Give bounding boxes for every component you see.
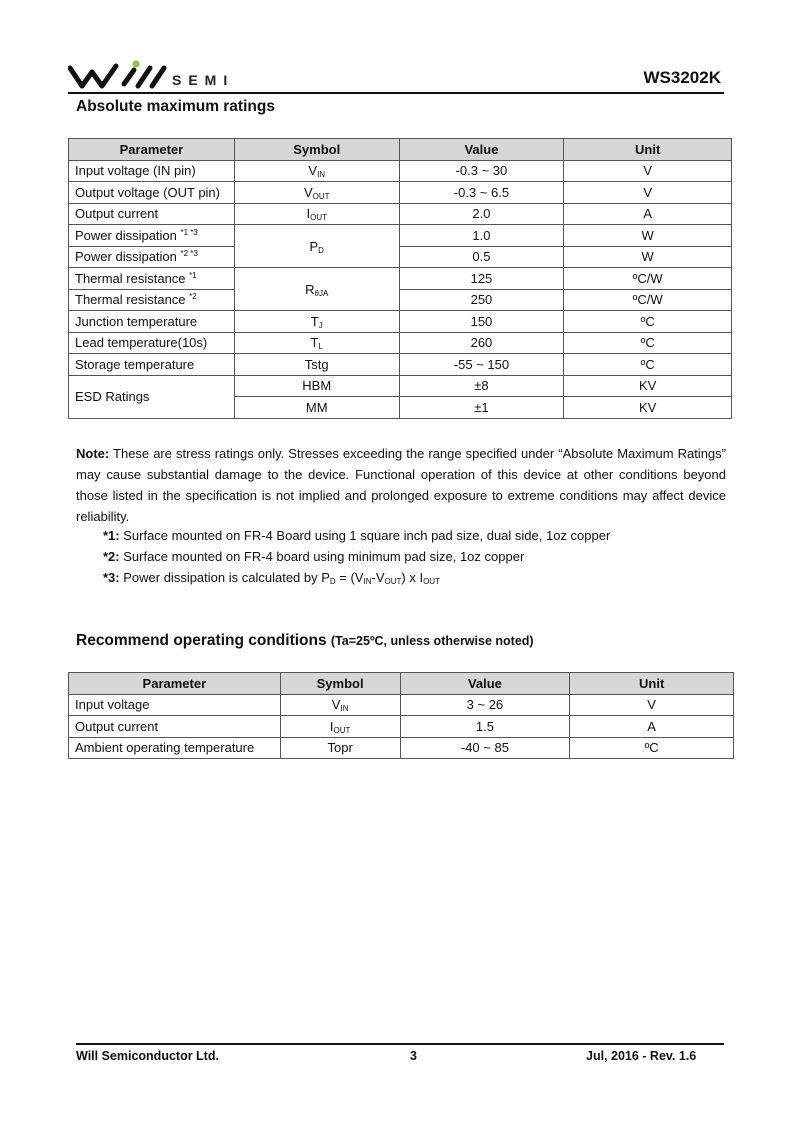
unit-cell: ºC	[570, 737, 734, 759]
unit-cell: ºC/W	[564, 289, 732, 311]
param-cell: Storage temperature	[69, 354, 235, 376]
unit-cell: ºC	[564, 311, 732, 333]
table-row	[69, 694, 734, 716]
column-header: Unit	[564, 139, 732, 161]
unit-cell: KV	[564, 397, 732, 419]
table-row	[69, 354, 732, 376]
column-header: Symbol	[234, 139, 399, 161]
table-row	[69, 332, 732, 354]
table-row	[69, 225, 732, 247]
symbol-cell: $V_{IN}$	[280, 694, 400, 716]
rec-title: Recommend operating conditions (Ta=25ºC, unless otherwise noted)	[76, 632, 534, 649]
value-cell: -40 ~ 85	[400, 737, 570, 759]
param-cell: Power dissipation $^{*1 *3}$	[69, 225, 235, 247]
column-header: Parameter	[69, 673, 281, 695]
table-row	[69, 182, 732, 204]
param-cell: ESD Ratings	[69, 375, 235, 418]
unit-cell: A	[564, 203, 732, 225]
value-cell: 125	[399, 268, 564, 290]
page-number: 3	[410, 1049, 417, 1063]
table-row	[69, 203, 732, 225]
symbol-cell: $I_{OUT}$	[234, 203, 399, 225]
value-cell: -0.3 ~ 30	[399, 160, 564, 182]
unit-cell: V	[564, 160, 732, 182]
footer-revision: Jul, 2016 - Rev. 1.6	[586, 1049, 697, 1063]
value-cell: ±8	[399, 375, 564, 397]
note-paragraph: Note: These are stress ratings only. Stresses exceeding the range specified under “Absolute Maximum Ratings” may cause substantial damage to the device. Functional operation of this device at other conditions beyond those listed in the specification is not implied and prolonged exposure to extreme conditions may affect device reliability.	[76, 446, 726, 524]
table-row	[69, 375, 732, 397]
rec-table	[68, 672, 734, 759]
symbol-cell: $P_D$	[234, 225, 399, 268]
table-row	[69, 289, 732, 311]
symbol-cell: $I_{OUT}$	[280, 716, 400, 738]
unit-cell: W	[564, 246, 732, 268]
param-cell: Input voltage (IN pin)	[69, 160, 235, 182]
brand-name: SEMI	[172, 72, 235, 88]
value-cell: 0.5	[399, 246, 564, 268]
table-row	[69, 737, 734, 759]
document-number: WS3202K	[643, 68, 721, 87]
symbol-cell: $V_{OUT}$	[234, 182, 399, 204]
param-cell: Thermal resistance $^{*2}$	[69, 289, 235, 311]
abs-max-table	[68, 138, 732, 419]
symbol-cell: HBM	[234, 375, 399, 397]
unit-cell: KV	[564, 375, 732, 397]
value-cell: 1.0	[399, 225, 564, 247]
param-cell: Junction temperature	[69, 311, 235, 333]
value-cell: -0.3 ~ 6.5	[399, 182, 564, 204]
table-header-row	[69, 673, 734, 695]
value-cell: 150	[399, 311, 564, 333]
value-cell: 3 ~ 26	[400, 694, 570, 716]
footer-company: Will Semiconductor Ltd.	[76, 1049, 219, 1063]
column-header: Value	[399, 139, 564, 161]
param-cell: Ambient operating temperature	[69, 737, 281, 759]
header-rule	[68, 92, 724, 94]
param-cell: Power dissipation $^{*2 *3}$	[69, 246, 235, 268]
footer-rule	[76, 1043, 724, 1045]
footnote-1: *1: Surface mounted on FR-4 Board using 1 square inch pad size, dual side, 1oz copper	[103, 528, 611, 543]
value-cell: 2.0	[399, 203, 564, 225]
value-cell: ±1	[399, 397, 564, 419]
footnote-2: *2: Surface mounted on FR-4 board using minimum pad size, 1oz copper	[103, 549, 525, 564]
column-header: Value	[400, 673, 570, 695]
unit-cell: V	[564, 182, 732, 204]
page-header	[68, 56, 723, 96]
unit-cell: V	[570, 694, 734, 716]
abs-max-title: Absolute maximum ratings	[76, 98, 275, 115]
symbol-cell: $T_J$	[234, 311, 399, 333]
table-row	[69, 160, 732, 182]
column-header: Unit	[570, 673, 734, 695]
param-cell: Input voltage	[69, 694, 281, 716]
unit-cell: A	[570, 716, 734, 738]
unit-cell: ºC	[564, 332, 732, 354]
value-cell: 260	[399, 332, 564, 354]
param-cell: Thermal resistance $^{*1}$	[69, 268, 235, 290]
value-cell: -55 ~ 150	[399, 354, 564, 376]
value-cell: 1.5	[400, 716, 570, 738]
table-row	[69, 716, 734, 738]
param-cell: Output current	[69, 203, 235, 225]
table-row	[69, 268, 732, 290]
table-row	[69, 311, 732, 333]
symbol-cell: $V_{IN}$	[234, 160, 399, 182]
param-cell: Output voltage (OUT pin)	[69, 182, 235, 204]
symbol-cell: $T_L$	[234, 332, 399, 354]
table-header-row	[69, 139, 732, 161]
symbol-cell: Topr	[280, 737, 400, 759]
unit-cell: ºC	[564, 354, 732, 376]
symbol-cell: Tstg	[234, 354, 399, 376]
unit-cell: W	[564, 225, 732, 247]
param-cell: Output current	[69, 716, 281, 738]
unit-cell: ºC/W	[564, 268, 732, 290]
symbol-cell: $R_{\theta JA}$	[234, 268, 399, 311]
footnote-3: *3: Power dissipation is calculated by $P_D = (V_{IN}-V_{OUT})$ x $I_{OUT}$	[103, 570, 440, 586]
value-cell: 250	[399, 289, 564, 311]
column-header: Parameter	[69, 139, 235, 161]
table-row	[69, 246, 732, 268]
param-cell: Lead temperature(10s)	[69, 332, 235, 354]
will-semi-logo	[68, 60, 168, 92]
column-header: Symbol	[280, 673, 400, 695]
symbol-cell: MM	[234, 397, 399, 419]
